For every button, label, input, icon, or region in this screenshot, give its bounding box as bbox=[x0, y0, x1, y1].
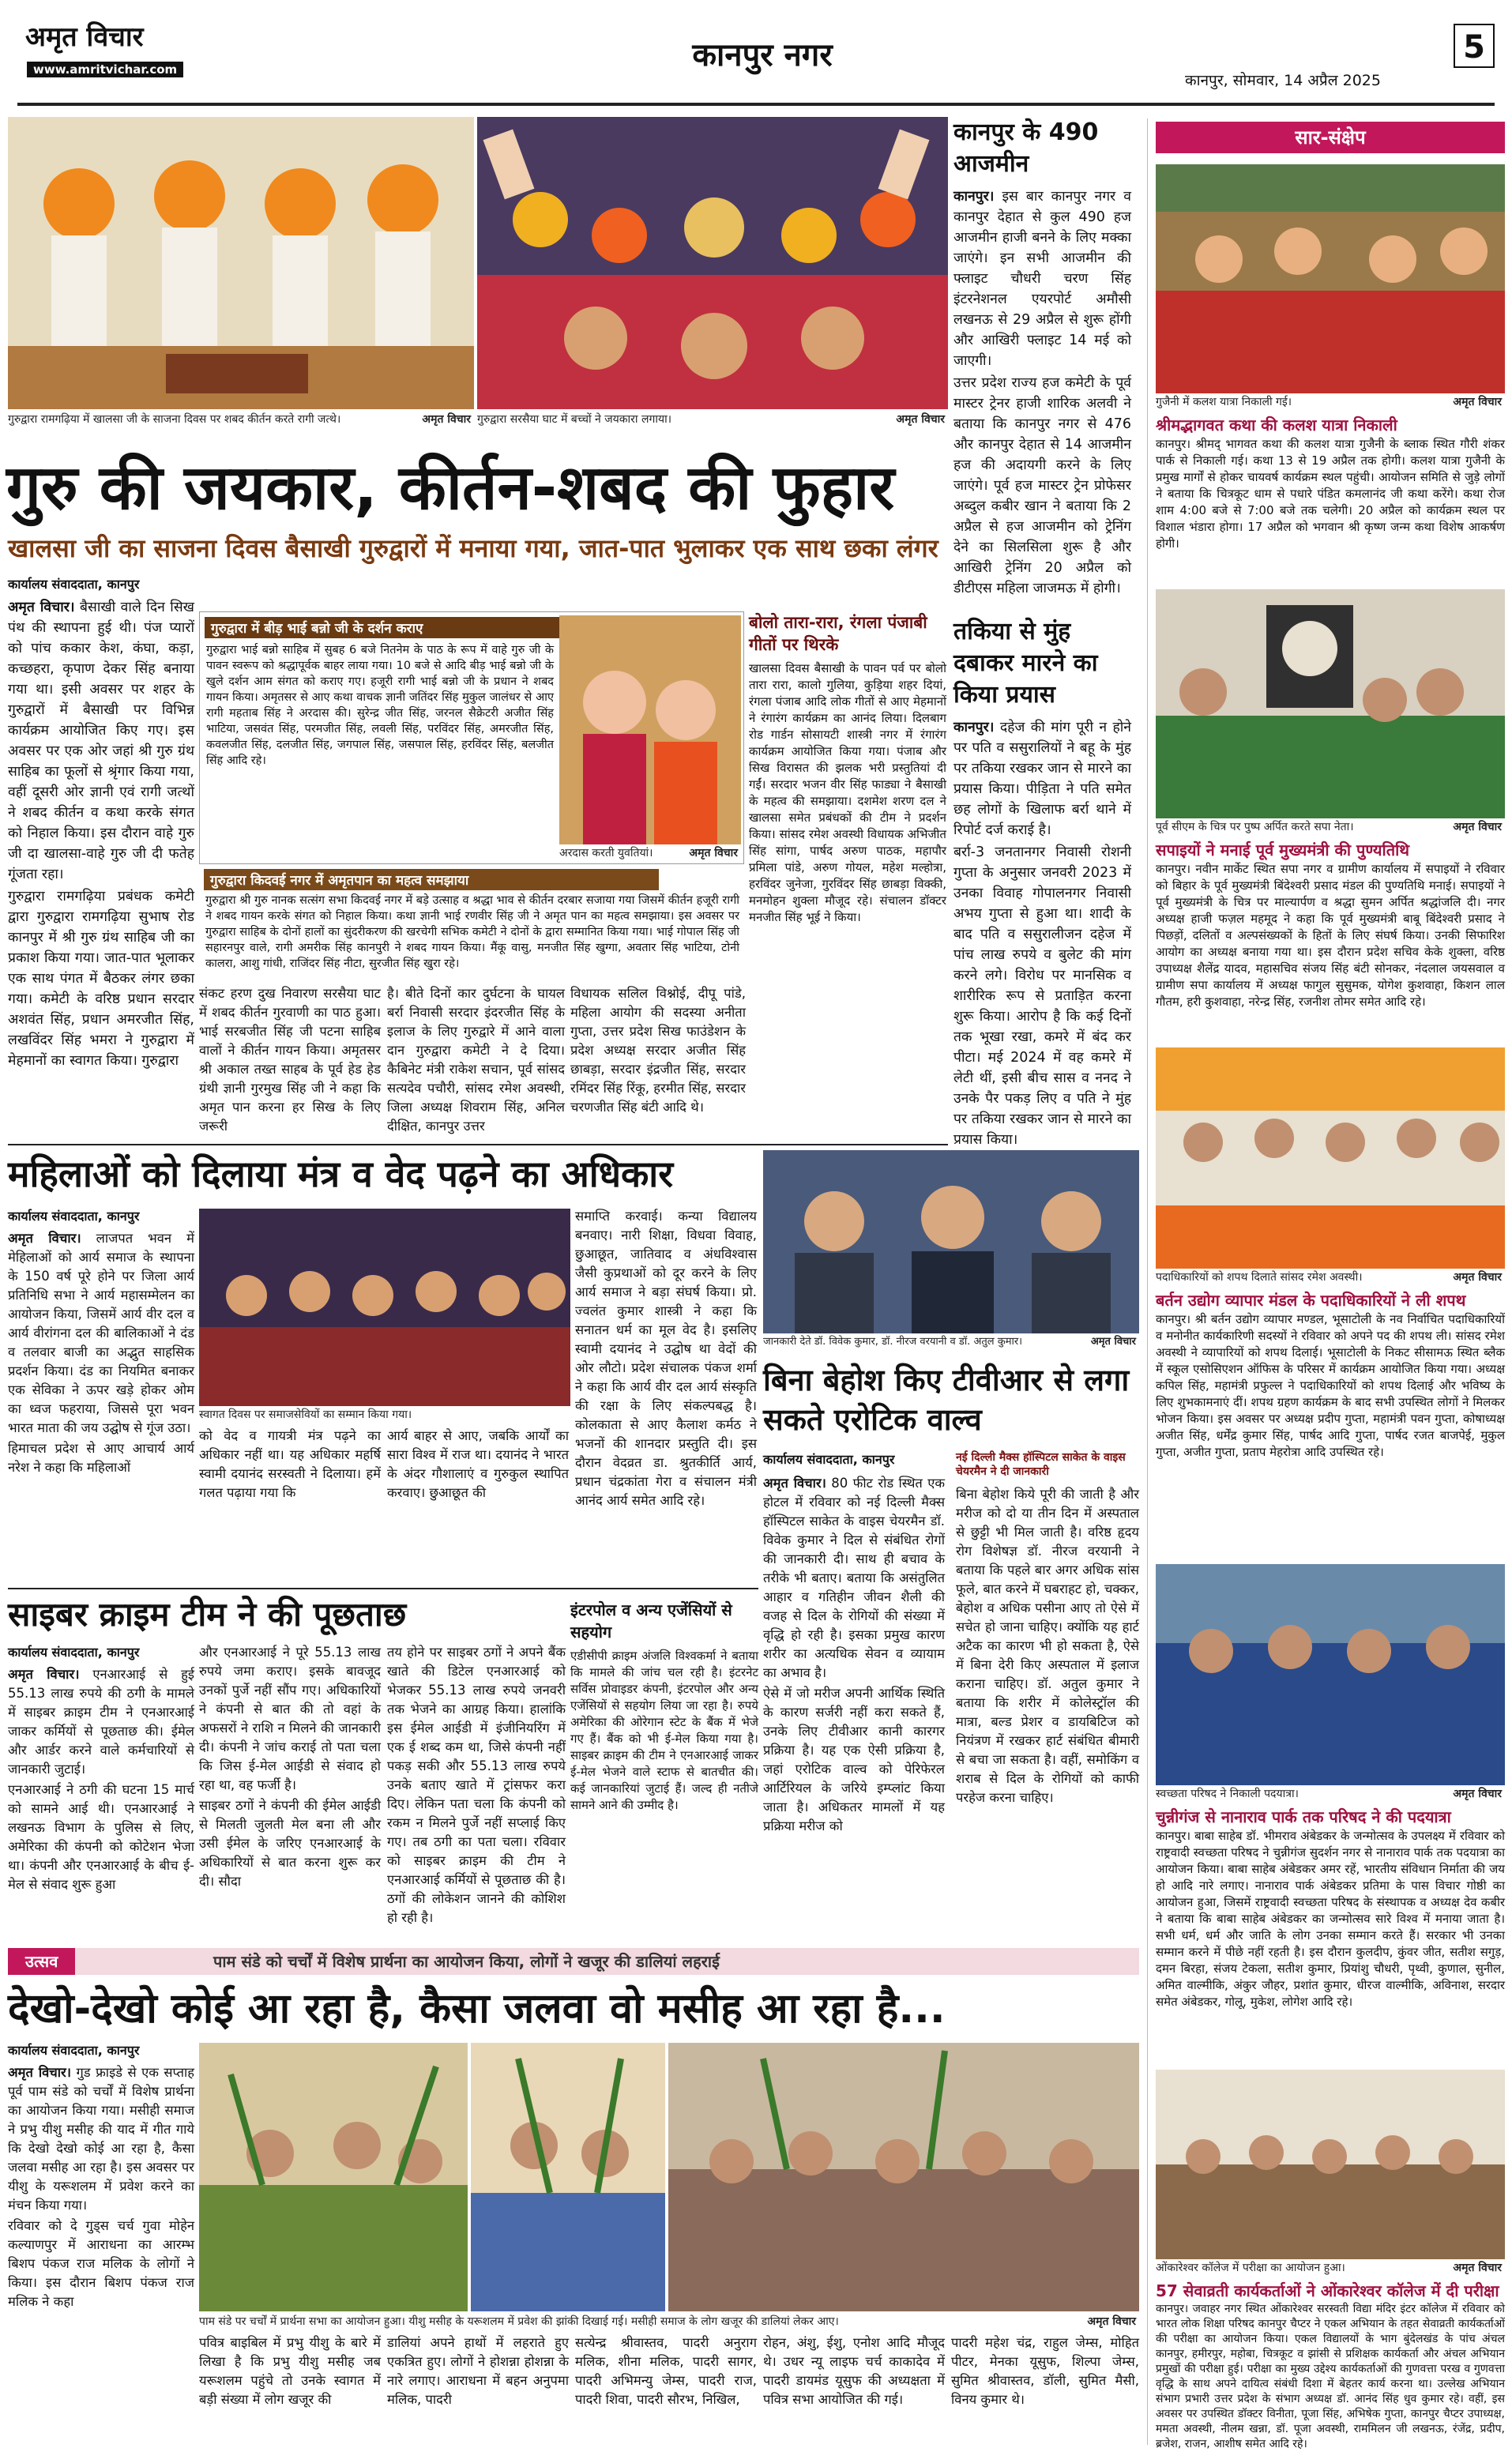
utsav-c1b: रविवार को दे गुड्स चर्च गुवा मोहेन कल्याणपुर में आराधना का आरम्भ बिशप पंकज राज मलिक के लोगों ने किया। इस दौरान बिशप पंकज राज मलिक ने कहा bbox=[8, 2218, 194, 2309]
padyatra-credit: अमृत विचार bbox=[1453, 1788, 1502, 1800]
main-lead: अमृत विचार। bbox=[8, 600, 75, 615]
doctors-photo bbox=[763, 1150, 1139, 1333]
page-number: 5 bbox=[1454, 24, 1495, 68]
tivr-col1-body bbox=[763, 1474, 945, 1836]
haj-p1: इस बार कानपुर नगर व कानपुर देहात से कुल 490 हज आजमीन हाजी बनने के लिए मक्का जाएंगे। इन सभी आजमीन की फ्लाइट चौधरी चरण सिंह इंटरनेशनल एयरपोर्ट अमौसी लखनऊ से 29 अप्रैल से शुरू होंगी और आखिरी फ्लाइट 14 मई को जाएगी। bbox=[953, 189, 1131, 369]
main-headline: गुरु की जयकार, कीर्तन-शबद की फुहार bbox=[6, 453, 895, 524]
utsav-b5: पादरी महेश चंद्र, राहुल जेम्स, मोहित पीटर, मेनका यूसुफ, शिल्पा जेम्स, सुमित श्रीवास्तव, डॉली, सुमित मैसी, विनय कुमार थे। bbox=[951, 2335, 1139, 2407]
mahila-col1 bbox=[8, 1207, 194, 1586]
vyapar-caption-text: पदाधिकारियों को शपथ दिलाते सांसद रमेश अवस्थी। bbox=[1156, 1271, 1363, 1284]
pariksha-caption-text: ओंकारेश्वर कॉलेज में परीक्षा का आयोजन हुआ। bbox=[1156, 2262, 1345, 2274]
main-byline: कार्यालय संवाददाता, कानपुर bbox=[8, 577, 140, 592]
vyapar-photo bbox=[1156, 1047, 1505, 1269]
cyber-col2-body bbox=[199, 1643, 381, 1891]
ardas-photo bbox=[559, 615, 741, 844]
tivr-c1b: ऐसे में जो मरीज अपनी आर्थिक स्थिति के कारण सर्जरी नहीं करा सकते हैं, उनके लिए टीवीआर कानी कारगर प्रक्रिया है। यह एक ऐसी प्रक्रिया है, जहां एरोटिक वाल्व को पेरिफेरल आर्टिरियल के जरिये इम्प्लांट किया जाता है। अधिकतर मामलों में यह प्रक्रिया मरीज को bbox=[763, 1686, 945, 1833]
tivr-c1: 80 फीट रोड स्थित एक होटल में रविवार को नई दिल्ली मैक्स हॉस्पिटल साकेत के वाइस चेयरमैन डॉ. विवेक कुमार ने दिल से संबंधित रोगों की जानकारी दी। साथ ही बचाव के तरीके भी बताए। बताया कि असंतुलित आहार व गतिहीन जीवन शैली की वजह से दिल के रोगियों की संख्या में वृद्धि हो रही है। इसका प्रमुख कारण शरीर का अत्यधिक सेवन व व्यायाम का अभाव है। bbox=[763, 1476, 945, 1680]
arya-caption-text: स्वागत दिवस पर समाजसेवियों का सम्मान किया गया। bbox=[199, 1408, 412, 1421]
haj-body bbox=[953, 186, 1131, 599]
kidwai-box bbox=[199, 869, 744, 980]
cyber-byline: कार्यालय संवाददाता, कानपुर bbox=[8, 1645, 140, 1660]
pillow-body bbox=[953, 717, 1131, 1150]
mahila-col2: को वेद व गायत्री मंत्र पढ़ने का अधिकार नहीं था। यह अधिकार महर्षि स्वामी दयानंद सरस्वती ने दिलाया। हमें गलत पढ़ाया गया कि bbox=[199, 1428, 381, 1500]
banno-box-text: गुरुद्वारा भाई बन्नो साहिब में सुबह 6 बजे नितनेम के पाठ के रूप में वाहे गुरु जी के पावन स्वरूप को श्रद्धापूर्वक बाहर लाया गया। 10 बजे से आदि बीड़ भाई बन्नो जी के खुले दर्शन आम संगत को कराए गए। हजूरी रागी भाई बन्नो जी के प्रधान ने शबद गायन किया। अमृतसर से आए कथा वाचक ज्ञानी जतिंदर सिंह मुकुल जालंधर से आए रागी महताब सिंह ने अरदास की। सुरेन्द्र जीत सिंह, जरनल सैक्रेटरी अजीत सिंह भाटिया, जसवंत सिंह, परमजीत सिंह, लवली सिंह, परविंदर सिंह, अमरजीत सिंह, कवलजीत सिंह, दलजीत सिंह, जगपाल सिंह, जसपाल सिंह, हरविंदर सिंह, बलजीत सिंह आदि रहे। bbox=[206, 644, 554, 767]
punjabi-box bbox=[749, 611, 946, 1117]
kirtan-caption-text: गुरुद्वारा रामगढ़िया में खालसा जी के साजना दिवस पर शबद कीर्तन करते रागी जत्थे। bbox=[8, 413, 341, 426]
haj-story bbox=[953, 117, 1131, 599]
palm-photo-1 bbox=[199, 2043, 468, 2311]
utsav-b2: डालियां अपने हाथों में लहराते हुए एकत्रित हुए। लोगों ने होशन्ना होशन्ना के नारे लगाए। आराधना में बहन अनुपमा मलिक, पादरी bbox=[387, 2335, 569, 2407]
main-story-col1 bbox=[8, 575, 194, 1144]
sp-photo bbox=[1156, 589, 1505, 818]
palm-credit: अमृत विचार bbox=[1087, 2315, 1136, 2328]
pariksha-story bbox=[1156, 2280, 1505, 2450]
doctors-credit: अमृत विचार bbox=[1090, 1336, 1136, 1348]
utsav-col1-body bbox=[8, 2063, 194, 2311]
cyber-lead: अमृत विचार। bbox=[8, 1667, 80, 1682]
edition-title: कानपुर नगर bbox=[692, 37, 833, 73]
padyatra-photo bbox=[1156, 1564, 1505, 1785]
rule-1 bbox=[8, 1144, 948, 1145]
children-photo bbox=[477, 117, 948, 409]
cyber-col2 bbox=[199, 1643, 381, 1943]
arya-caption bbox=[199, 1408, 570, 1422]
children-caption bbox=[477, 412, 948, 427]
masthead-rule bbox=[17, 103, 1495, 106]
pariksha-photo bbox=[1156, 2070, 1505, 2259]
cyber-col1-body bbox=[8, 1665, 194, 1894]
pariksha-credit: अमृत विचार bbox=[1453, 2262, 1502, 2274]
children-credit: अमृत विचार bbox=[896, 413, 945, 426]
main-c1b: गुरुद्वारा रामगढ़िया प्रबंधक कमेटी द्वारा गुरुद्वारा रामगढ़िया सुभाष रोड कानपुर में श्री गुरु ग्रंथ साहिब जी का प्रकाश किया गया। जात-पात भूलाकर एक साथ पंगत में बैठकर लंगर छका गया। कमेटी के वरिष्ठ प्रधान सरदार अशवंत सिंह, प्रधान अमरजीत सिंह, लखविंदर सिंह भमरा ने गुरुद्वारा में मेहमानों का स्वागत किया। गुरुद्वारा bbox=[8, 889, 194, 1069]
kirtan-credit: अमृत विचार bbox=[422, 413, 471, 426]
haj-headline: कानपुर के 490 आजमीन bbox=[953, 118, 1099, 178]
mahila-c1b: हिमाचल प्रदेश से आए आचार्य आर्य नरेश ने कहा कि महिलाओं bbox=[8, 1441, 194, 1475]
ardas-caption-text: अरदास करती युवतियां। bbox=[559, 847, 653, 859]
ardas-caption bbox=[559, 846, 741, 860]
pariksha-text: कानपुर। जवाहर नगर स्थित ओंकारेश्वर सरस्वती विद्या मंदिर इंटर कॉलेज में रविवार को भारत लोक शिक्षा परिषद कानपुर चैप्टर ने एकल अभियान के तहत सेवाव्रती कार्यकर्ताओं की परीक्षा का आयोजन किया। एकल विद्यालयों के भाग बुंदेलखंड के पांच अंचल कानपुर, हमीरपुर, महोबा, चित्रकूट व झांसी से प्रशिक्षक कार्यकर्ता और अंचल अभियान प्रमुखों की परीक्षा हुई। परीक्षा का मुख्य उद्देश्य कार्यकर्ताओं की गुणवत्ता परख व गुणवत्ता वृद्धि के साथ अपने दायित्व संबंधी दिशा में बेहतर कार्य करना था। उल्लेख अभियान संभाग प्रभारी उत्तर प्रदेश के संभाग अध्यक्ष डॉ. आनंद सिंह धुव कुमार रहे। वहीं, इस अवसर पर उपस्थित डॉक्टर विनीता, पूजा सिंह, अभिषेक गुप्ता, कानपुर चैप्टर उपाध्यक्ष, ममता अवस्थी, नीलम खन्ना, डॉ. पूजा अवस्थी, राममिलन जी लखनऊ, रंजेंद्र, प्रदीप, ब्रजेश, राजन, आशीष समेत आदि रहे। bbox=[1156, 2303, 1505, 2450]
brand-url: www.amritvichar.com bbox=[27, 62, 183, 77]
sidebar-title: सार-संक्षेप bbox=[1156, 122, 1505, 153]
main-col3: है। बीते दिनों कार दुर्घटना के घायल बर्रा निवासी सरदार इंदरजीत सिंह के इलाज के लिए गुरुद्वारे में आने वाला दान गुरुद्वारा कमेटी ने दे दिया। कैबिनेट मंत्री राकेश सचान, पूर्व सांसद सत्यदेव पचौरी, सांसद रमेश अवस्थी, जिला अध्यक्ष शिवराम सिंह, अनिल दीक्षित, कानपुर उत्तर bbox=[387, 986, 565, 1134]
utsav-byline: कार्यालय संवाददाता, कानपुर bbox=[8, 2043, 140, 2058]
pariksha-caption bbox=[1156, 2261, 1505, 2275]
padyatra-headline: चुन्नीगंज से नानाराव पार्क तक परिषद ने की पदयात्रा bbox=[1156, 1807, 1451, 1826]
pillow-lead: कानपुर। bbox=[953, 720, 995, 735]
palm-caption bbox=[199, 2315, 1139, 2329]
sp-caption bbox=[1156, 820, 1505, 834]
mahila-c1: लाजपत भवन में मेहिलाओं को आर्य समाज के स्थापना के 150 वर्ष पूरे होने पर जिला आर्य प्रतिनिधि सभा ने आर्य महासम्मेलन का आयोजन किया, जिसमें आर्य वीर दल व आर्य वीरांगना दल की बालिकाओं ने दंड व तलवार बाजी का अद्भुत साहसिक प्रदर्शन किया। दंड का नियमित बनाकर एक सेविका ने ऊपर खड़े होकर ओम का ध्वज फहराया, जिससे पूरा भवन भारत माता की जय उद्घोष से गूंज उठा। bbox=[8, 1231, 194, 1435]
pillow-p2: बर्रा-3 जनतानगर निवासी रोशनी गुप्ता के अनुसार जनवरी 2023 में उनका विवाह गोपालनगर निवासी अभय गुप्ता से हुआ था। शादी के बाद पति व ससुरालीजन दहेज में पांच लाख रुपये व बुलेट की मांग करने लगे। विरोध पर मानसिक व शारीरिक रूप से प्रताड़ित करना शुरू किया। आरोप है कि कई दिनों तक भूखा रखा, कमरे में बंद कर पीटा। मई 2024 में वह कमरे में लेटी थीं, इसी बीच सास व ननद ने उनके पैर पकड़ लिए व पति ने मुंह पर तकिया रखकर जान से मारने का प्रयास किया। bbox=[953, 844, 1131, 1148]
kalash-text: कानपुर। श्रीमद् भागवत कथा की कलश यात्रा गुजैनी के ब्लाक स्थित गौरी शंकर पार्क से निकाली गई। कथा 13 से 19 अप्रैल तक होगी। कलश यात्रा गुजैनी के प्रमुख मार्गों से होकर चायवर्ष कार्यक्रम स्थल पहुंची। आयोजन समिति से जुड़े लोगों ने बताया कि चित्रकूट धाम से पधारे पंडित कमलानंद जी कथा करेंगे। कथा रोज शाम 4:00 बजे से 7:00 बजे तक चलेगी। 20 अप्रैल को कार्यक्रम स्थल पर विशाल भंडारा होगा। 17 अप्रैल को भगवान श्री कृष्ण जन्म कथा विशेष आकर्षण होगी। bbox=[1156, 437, 1505, 551]
utsav-b4: रोहन, अंशु, ईशु, एनोश आदि मौजूद थे। उधर न्यू लाइफ चर्च काकादेव में पादरी डायमंड यूसुफ की अध्यक्षता में पवित्र सभा आयोजित की गई। bbox=[763, 2335, 945, 2407]
sp-story bbox=[1156, 839, 1505, 1076]
cyber-c2b: साइबर ठगों ने कंपनी की ईमेल आईडी से मिलती जुलती मेल बना ली और उसी ईमेल के जरिए एनआरआई के अधिकारियों से बात करना शुरू कर दी। सौदा bbox=[199, 1798, 381, 1889]
banno-box bbox=[199, 611, 744, 864]
palm-caption-text: पाम संडे पर चर्चों में प्रार्थना सभा का आयोजन हुआ। यीशु मसीह के यरूशलम में प्रवेश की झांकी दिखाई गई। मसीही समाज के लोग खजूर की डालियां लेकर आए। bbox=[199, 2315, 839, 2328]
tivr-lead: अमृत विचार। bbox=[763, 1476, 826, 1491]
kalash-headline: श्रीमद्भागवत कथा की कलश यात्रा निकाली bbox=[1156, 416, 1397, 434]
cyber-headline: साइबर क्राइम टीम ने की पूछताछ bbox=[8, 1595, 407, 1634]
cyber-c2: और एनआरआई ने पूरे 55.13 लाख रुपये जमा कराए। इसके बावजूद उनकों पुर्जे नहीं सौंप गए। अधिकारियों ने कंपनी से बात की तो वहां के अफसरों ने राशि न मिलने की जानकारी दी। कंपनी ने जांच कराई तो पता चला कि जिस ई-मेल आईडी से संवाद हो रहा था, वह फर्जी है। bbox=[199, 1645, 381, 1792]
padyatra-caption-text: स्वच्छता परिषद ने निकाली पदयात्रा। bbox=[1156, 1788, 1299, 1800]
kidwai-box-text: गुरुद्वारा श्री गुरु नानक सत्संग सभा किदवई नगर में बड़े उत्साह व श्रद्धा भाव से कीर्तन दरबार सजाया गया जिसमें कीर्तन हजूरी रागी ने शबद गायन करके संगत को निहाल किया। कथा ज्ञानी भाई रणवीर सिंह जी ने अमृत पान का महत्व समझाया। इस अवसर पर गुरुद्वारा साहिब के दोनों हालों का सुंदरीकरण की खरचेगी सभिक कमेटी ने दोनों के द्वारा सम्मानित किया गया। भाई गोपाल सिंह जी सहारनपुर वाले, रागी अमरीक सिंह कानपुरी ने शबद गायन किया। मैंकू वासु, मनजीत सिंह खुग्गा, अवतार सिंह भाटिया, टोनी कालरा, आशु गांधी, राजिंदर सिंह नीटा, सुरजीत सिंह खुरा रहे। bbox=[205, 894, 739, 970]
kirtan-caption bbox=[8, 412, 474, 427]
padyatra-text: कानपुर। बाबा साहेब डॉ. भीमराव अंबेडकर के जन्मोत्सव के उपलक्ष्य में रविवार को राष्ट्रवादी स्वच्छता परिषद ने चुन्नीगंज सुदर्शन नगर से नानाराव पार्क तक पदयात्रा का आयोजन किया। बाबा साहेब अंबेडकर अमर रहें, भारतीय संविधान निर्माता की जय हो आदि नारे लगाए। नानाराव पार्क अंबेडकर प्रतिमा के पास विचार गोष्ठी का आयोजन हुआ, जिसमें राष्ट्रवादी स्वच्छता परिषद के संस्थापक व अध्यक्ष देव कबीर ने बताया कि बाबा साहेब अंबेडकर का जन्मोत्सव सारे विश्व में मनाया जाता है। सभी धर्म, धर्म और जाति के लोग उनका सम्मान करते हैं। सरकार भी उनका सम्मान करने में पीछे नहीं रहती है। इस दौरान कुलदीप, कुंवर जीत, सतीश सगुड़, दमन बिरहा, संजय टेकला, सतीश कुमार, प्रियांशु चौधरी, पृथ्वी, कुणाल, सुनील, अमित वाल्मीकि, अंकुर जौहर, प्रशांत कुमार, धीरज वाल्मीकि, अविनाश, सरदार समेत अंबेडकर, गोलू, मुकेश, लोगेश आदि रहे। bbox=[1156, 1829, 1505, 2009]
doctors-caption bbox=[763, 1335, 1139, 1349]
utsav-col1 bbox=[8, 2041, 194, 2440]
cyber-col1 bbox=[8, 1643, 194, 1943]
mahila-headline: महिलाओं को दिलाया मंत्र व वेद पढ़ने का अधिकार bbox=[8, 1153, 674, 1195]
haj-p2: उत्तर प्रदेश राज्य हज कमेटी के पूर्व मास्टर ट्रेनर हाजी शारिक अलवी ने बताया कि कानपुर नगर से 476 और कानपुर देहात से 14 आजमीन हज की अदायगी करने के लिए जाएंगे। पूर्व हज मास्टर ट्रेन प्रोफेसर अब्दुल कबीर खान ने बताया कि 2 अप्रैल से हज आजमीन को ट्रेनिंग देने का सिलसिला शुरू है और आखिरी ट्रेनिंग 20 अप्रैल को डीटीएस महिला जाजमऊ में होगी। bbox=[953, 375, 1131, 596]
mahila-col1-body bbox=[8, 1229, 194, 1477]
kalash-caption bbox=[1156, 395, 1505, 409]
main-col4: विधायक सलिल विश्नोई, दीपू पांडे, महिला आयोग की सदस्या अनीता गुप्ता, उत्तर प्रदेश सिख फाउंडेशन के प्रदेश अध्यक्ष सरदार अजीत सिंह छाबड़ा, सरदार इंद्रजीत सिंह, सरदार रमिंदर सिंह रिंकू, हरमीत सिंह, सरदार चरणजीत सिंह बंटी आदि थे। bbox=[570, 986, 746, 1115]
kirtan-photo bbox=[8, 117, 474, 409]
pillow-story bbox=[953, 616, 1131, 1169]
vyapar-caption bbox=[1156, 1270, 1505, 1284]
pillow-p1: दहेज की मांग पूरी न होने पर पति व ससुरालियों ने बहू के मुंह पर तकिया रखकर जान से मारने का प्रयास किया। पीड़िता ने पति समेत छह लोगों के खिलाफ बर्रा थाने में रिपोर्ट दर्ज कराई है। bbox=[953, 720, 1131, 838]
main-subhead: खालसा जी का साजना दिवस बैसाखी गुरुद्वारों में मनाया गया, जात-पात भुलाकर एक साथ छका लंगर bbox=[8, 533, 938, 563]
cyber-col3: तय होने पर साइबर ठगों ने अपने बैंक खाते की डिटेल एनआरआई को भेजकर 55.13 लाख रुपये जनवरी तक भेजने का आग्रह किया। हालांकि इस ईमेल आईडी में इंजीनियरिंग में एक ई शब्द कम था, जिसे कंपनी नहीं पकड़ सकी और 55.13 लाख रुपये उनके बताए खाते में ट्रांसफर करा दिए। लेकिन पता चला कि कंपनी को रकम न मिलने पुर्जे नहीं सप्लाई किए गए। तब ठगी का पता चला। रविवार को साइबर क्राइम की टीम ने एनआरआई कर्मियों से पूछताछ की है। ठगों की लोकेशन जानने की कोशिश हो रही है। bbox=[387, 1645, 566, 1925]
vyapar-story bbox=[1156, 1289, 1505, 1574]
tivr-byline: कार्यालय संवाददाता, कानपुर bbox=[763, 1452, 895, 1467]
cyber-c1b: एनआरआई ने ठगी की घटना 15 मार्च को सामने आई थी। एनआरआई ने लखनऊ विभाग के पुलिस से लिए, अमेरिका की कंपनी को कोटेशन भेजा था। कंपनी और एनआरआई के बीच ई-मेल से संवाद शुरू हुआ bbox=[8, 1782, 194, 1892]
cyber-box-title: इंटरपोल व अन्य एजेंसियों से सहयोग bbox=[570, 1600, 732, 1642]
utsav-lead: अमृत विचार। bbox=[8, 2065, 72, 2080]
tivr-col2: बिना बेहोश किये पूरी की जाती है और मरीज को दो या तीन दिन में अस्पताल से छुट्टी भी मिल जाती है। वरिष्ठ हृदय रोग विशेषज्ञ डॉ. नीरज वरयानी ने बताया कि पहले बार अगर अधिक सांस फूले, बात करने में घबराहट हो, चक्कर, बेहोश व अधिक पसीना आए तो ऐसे में सचेत हो जाना चाहिए। क्योंकि यह हार्ट अटैक का कारण भी हो सकता है, ऐसे में बिना देरी किए अस्पताल में इलाज कराना चाहिए। डॉ. अतुल कुमार ने बताया कि शरीर में कोलेस्ट्रॉल की मात्रा, बल्ड प्रेशर व डायबिटिज को नियंत्रण में रखकर हार्ट संबंधित बीमारी से बचा जा सकता है। वहीं, समोकिंग व शराब से दिल के रोगियों को काफी परहेज करना चाहिए। bbox=[956, 1487, 1139, 1805]
tivr-kicker: नई दिल्ली मैक्स हॉस्पिटल साकेत के वाइस चेयरमैन ने दी जानकारी bbox=[956, 1451, 1126, 1478]
mahila-lead: अमृत विचार। bbox=[8, 1231, 81, 1246]
utsav-b3: सत्येन्द्र श्रीवास्तव, पादरी अनुराग मलिक, शीना मलिक, पादरी सागर, पादरी अभिमन्यु जेम्स, पादरी राज, पादरी शिवा, पादरी सौरभ, निखिल, bbox=[575, 2335, 757, 2407]
utsav-b1: पवित्र बाइबिल में प्रभु यीशु के बारे में लिखा है कि प्रभु यीशु मसीह जब यरूशलम पहुंचे तो उनके स्वागत में बड़ी संख्या में लोग खजूर की bbox=[199, 2335, 381, 2407]
mahila-byline: कार्यालय संवाददाता, कानपुर bbox=[8, 1209, 140, 1224]
cyber-c1: एनआरआई से हुई 55.13 लाख रुपये की ठगी के मामले में साइबर क्राइम टीम ने एनआरआई जाकर कर्मियों से पूछताछ की। ईमेल और आर्डर करने वाले कर्मचारियों से जानकारी जुटाई। bbox=[8, 1667, 194, 1777]
padyatra-caption bbox=[1156, 1787, 1505, 1801]
issue-date: कानपुर, सोमवार, 14 अप्रैल 2025 bbox=[1185, 72, 1381, 89]
main-c1: बैसाखी वाले दिन सिख पंथ की स्थापना हुई थी। पंज प्यारों को पांच ककार केश, कंघा, कड़ा, कच्छहरा, कृपाण देकर सिंह बनाया गया था। इसी अवसर पर शहर के गुरुद्वारों में बैसाखी पर विभिन्न कार्यक्रम आयोजित किए गए। इस अवसर पर एक ओर जहां श्री गुरु ग्रंथ साहिब का फूलों से श्रृंगार किया गया, वहीं दूसरी ओर ज्ञानी एवं रागी जत्थों ने शबद कीर्तन व कथा करके संगत को निहाल किया। इस दौरान वाहे गुरु जी दा खालसा-वाहे गुरु जी दी फतेह गूंजता रहा। bbox=[8, 600, 194, 882]
kalash-photo bbox=[1156, 164, 1505, 393]
utsav-c1: गुड फ्राइडे से एक सप्ताह पूर्व पाम संडे को चर्चों में विशेष प्रार्थना का आयोजन किया गया। मसीही समाज ने प्रभु यीशु मसीह की याद में गीत गाये कि देखो देखो कोई आ रहा है, कैसा जलवा मसीह आ रहा है। इस अवसर पर यीशु के यरूशलम में प्रवेश करने का मंचन किया गया। bbox=[8, 2065, 195, 2213]
doctors-caption-text: जानकारी देते डॉ. विवेक कुमार, डॉ. नीरज वरयानी व डॉ. अतुल कुमार। bbox=[763, 1336, 1023, 1348]
main-col1-body bbox=[8, 597, 194, 1071]
main-col2: संकट हरण दुख निवारण सरसैया घाट में शबद कीर्तन गुरवाणी का पाठ हुआ। भाई सरबजीत सिंह जी पटना साहिब वालों ने कीर्तन गायन किया। अमृतसर श्री अकाल तख्त साहब के पूर्व हेड हेड ग्रंथी ज्ञानी गुरमुख सिंह जी ने कहा कि अमृत पान करना हर सिख के लिए जरूरी bbox=[199, 986, 381, 1134]
vyapar-headline: बर्तन उद्योग व्यापार मंडल के पदाधिकारियों ने ली शपथ bbox=[1156, 1291, 1466, 1310]
utsav-label: उत्सव bbox=[8, 1948, 75, 1975]
vyapar-text: कानपुर। श्री बर्तन उद्योग व्यापार मण्डल, भूसाटोली के नव निर्वाचित पदाधिकारियों व मनोनीत कार्यकारिणी सदस्यों ने रविवार को अपने पद की शपथ ली। सांसद रमेश अवस्थी ने व्यापारियों को शपथ दिलाई। भूसाटोली के निकट सीसामऊ स्थित ब्लैक में स्कूल एसोसिएशन ऑफिस के परिसर में कार्यक्रम आयोजित किया गया। अध्यक्ष कपिल सिंह, महामंत्री प्रफुल्ल ने पदाधिकारियों को शपथ दिलाई और भविष्य के लिए शुभकामनाएं दीं। शपथ ग्रहण कार्यक्रम के बाद सभी उपस्थित लोगों ने मिलकर भोजन किया। इस अवसर पर अध्यक्ष प्रदीप गुप्ता, महामंत्री पवन गुप्ता, कोषाध्यक्ष अजीत सिंह, धर्मेंद्र कुमार सिंह, पार्षद आदि गुप्ता, पार्षद रजत बाजपेई, मुकुल गुप्ता, अजीत गुप्ता, प्रताप मेहरोत्रा आदि उपस्थित रहे। bbox=[1156, 1312, 1505, 1459]
tivr-col1 bbox=[763, 1474, 945, 1845]
banno-box-title: गुरुद्वारा में बीड़ भाई बन्नो जी के दर्शन कराए bbox=[205, 617, 565, 638]
punjabi-headline: बोलो तारा-रारा, रंगला पंजाबी गीतों पर थिरके bbox=[749, 613, 927, 654]
sidebar bbox=[1147, 118, 1512, 2450]
arya-photo bbox=[199, 1209, 570, 1406]
mahila-col4: समाप्ति करवाई। कन्या विद्यालय बनवाए। नारी शिक्षा, विधवा विवाह, छुआछूत, जातिवाद व अंधविश्वास जैसी कुप्रथाओं को दूर करने के लिए आर्य समाज ने बड़ा संघर्ष किया। प्रो. ज्वलंत कुमार शास्त्री ने कहा कि सनातन धर्म का मूल वेद है। इसलिए स्वामी दयानंद ने उद्घोष था वेदों की ओर लौटो। प्रदेश संचालक पंकज शर्मा ने कहा कि आर्य वीर दल आर्य संस्कृति की रक्षा के लिए संकल्पबद्ध है। कोलकाता से आए कैलाश कर्मठ ने भजनों की शानदार प्रस्तुति दी। इस दौरान वेदव्रत डा. श्रुतकीर्ति आर्य, प्रधान चंद्रकांता गेरा व संचालन मंत्री आनंद आर्य समेत आदि रहे। bbox=[575, 1209, 757, 1508]
punjabi-text: खालसा दिवस बैसाखी के पावन पर्व पर बोलो तारा रारा, कालो गुलिया, कुड़िया शहर दियां, रंगला पंजाब आदि लोक गीतों से आए मेहमानों ने रंगारंग कार्यक्रम का आनंद लिया। दिलबाग रोड गार्डन सोसायटी शास्त्री नगर में रंगारंग कार्यक्रम आयोजित किया गया। पंजाब और सिख विरासत की झलक भरी प्रस्तुतियां दी गईं। सरदार भजन वीर सिंह फाड्या ने बैसाखी के महत्व की समझाया। दशमेश शरण दल ने खालसा समेत प्रबंधकों की टीम ने प्रदर्शन किया। सांसद रमेश अवस्थी विधायक अभिजीत सिंह सांगा, पार्षद अरुण पाठक, महापौर प्रमिला पांडे, अरुण गोयल, महेश मल्होत्रा, हरविंदर जुनेजा, गुरविंदर सिंह छाबड़ा विक्की, मनमोहन शुक्ला मौजूद रहे। संचालन डॉक्टर मनजीत सिंह भूई ने किया। bbox=[749, 661, 946, 924]
padyatra-story bbox=[1156, 1806, 1505, 2067]
children-caption-text: गुरुद्वारा सरसैया घाट में बच्चों ने जयकारा लगाया। bbox=[477, 413, 672, 426]
haj-lead: कानपुर। bbox=[953, 189, 995, 205]
brand-logo: अमृत विचार bbox=[25, 21, 144, 53]
masthead bbox=[0, 0, 1512, 103]
kalash-credit: अमृत विचार bbox=[1453, 396, 1502, 408]
utsav-headline: देखो-देखो कोई आ रहा है, कैसा जलवा वो मसीह आ रहा है... bbox=[8, 1985, 946, 2033]
vyapar-credit: अमृत विचार bbox=[1453, 1271, 1502, 1284]
sp-caption-text: पूर्व सीएम के चित्र पर पुष्प अर्पित करते सपा नेता। bbox=[1156, 821, 1354, 833]
cyber-box-text: एडीसीपी क्राइम अंजलि विश्वकर्मा ने बताया कि मामले की जांच चल रही है। इंटरनेट सर्विस प्रोवाइडर कंपनी, इंटरपोल और अन्य एजेंसियों से सहयोग लिया जा रहा है। रुपये अमेरिका की ओरेगान स्टेट के बैंक में भेजे गए हैं। बैंक को भी ई-मेल किया गया है। साइबर क्राइम की टीम ने एनआरआई जाकर ई-मेल भेजने वाले स्टाफ से बातचीत की। कई जानकारियां जुटाई हैं। जल्द ही नतीजे सामने आने की उम्मीद है। bbox=[570, 1649, 758, 1812]
utsav-strap: पाम संडे को चर्चों में विशेष प्रार्थना का आयोजन किया, लोगों ने खजूर की डालियां लहराई bbox=[213, 1952, 720, 1971]
pillow-headline: तकिया से मुंह दबाकर मारने का किया प्रयास bbox=[953, 618, 1098, 709]
sp-headline: सपाइयों ने मनाई पूर्व मुख्यमंत्री की पुण्यतिथि bbox=[1156, 841, 1410, 859]
kalash-story bbox=[1156, 414, 1505, 572]
pariksha-headline: 57 सेवाव्रती कार्यकर्ताओं ने ओंकारेश्वर कॉलेज में दी परीक्षा bbox=[1156, 2281, 1499, 2300]
palm-photo-3 bbox=[668, 2043, 1139, 2311]
kalash-caption-text: गुजैनी में कलश यात्रा निकाली गई। bbox=[1156, 396, 1292, 408]
rule-2 bbox=[8, 1588, 758, 1589]
cyber-box bbox=[570, 1599, 758, 1943]
kidwai-box-title: गुरुद्वारा किदवई नगर में अमृतपान का महत्व समझाया bbox=[204, 869, 659, 890]
mahila-col3: आर्य बाहर से आए, जबकि आर्यों का सारा विश्व में राज था। दयानंद ने भारत के अंदर गौशालाएं व गुरुकुल स्थापित करवाए। छुआछूत की bbox=[387, 1428, 569, 1500]
sp-text: कानपुर। नवीन मार्केट स्थित सपा नगर व ग्रामीण कार्यालय में सपाइयों ने रविवार को बिहार के पूर्व मुख्यमंत्री बिंदेश्वरी प्रसाद मंडल की पुण्यतिथि मनाई। सपाइयों ने पूर्व मुख्यमंत्री के चित्र पर माल्यार्पण व श्रद्धा सुमन अर्पित श्रद्धांजलि दी। नगर अध्यक्ष हाजी फज़ल महमूद ने कहा कि पूर्व मुख्यमंत्री बाबू बिंदेश्वरी प्रसाद ने पिछड़ों, दलितों व अल्पसंख्यकों के हितों के लिए संघर्ष किया। उनकी सिफारिश आयोग का अध्यक्ष बनाया गया था। इस दौरान प्रदेश सचिव केके शुक्ला, वरिष्ठ उपाध्यक्ष शैलेंद्र यादव, महासचिव संजय सिंह बंटी सोनकर, नंदलाल जयसवाल व ग्रामीण सपा कार्यालय में अध्यक्ष फागुल सुसुमक, योगेश कुशवाहा, किशन लाल गौतम, हरी कुशवाहा, नरेन्द्र सिंह, रजनीश तोमर समेत आदि रहे। bbox=[1156, 862, 1505, 1009]
sp-credit: अमृत विचार bbox=[1453, 821, 1502, 833]
ardas-credit: अमृत विचार bbox=[689, 847, 738, 859]
utsav-strip bbox=[8, 1948, 1139, 1975]
tivr-headline: बिना बेहोश किए टीवीआर से लगा सकते एरोटिक वाल्व bbox=[763, 1363, 1130, 1437]
palm-photo-2 bbox=[471, 2043, 665, 2311]
